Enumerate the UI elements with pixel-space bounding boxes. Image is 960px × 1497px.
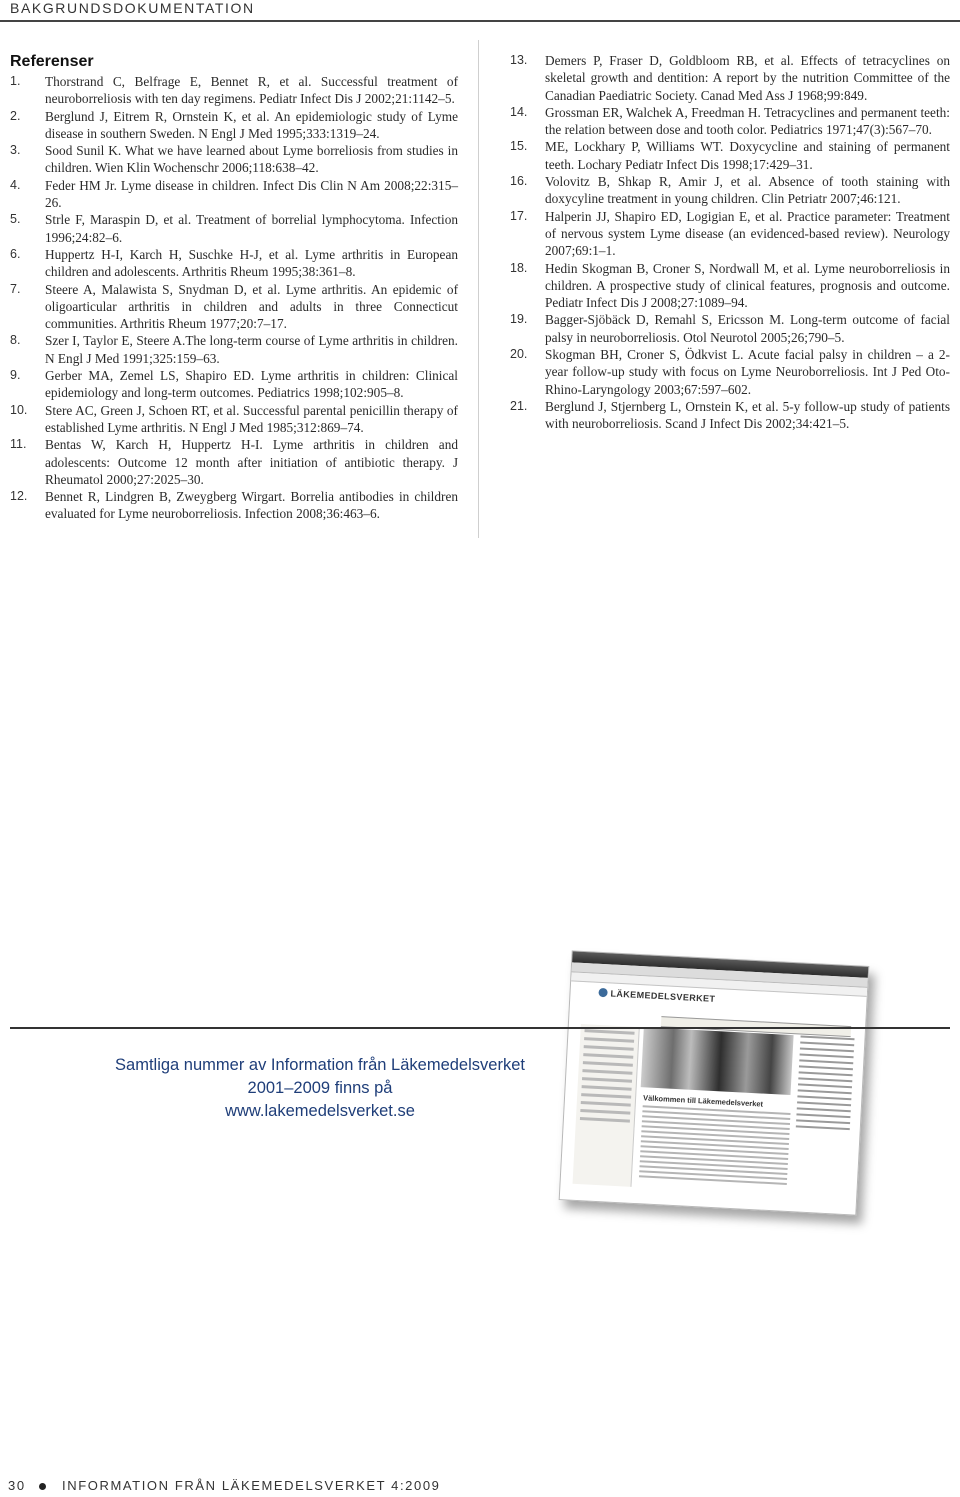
reference-number: 6. bbox=[10, 246, 21, 261]
reference-text: Berglund J, Stjernberg L, Ornstein K, et al. 5-y follow-up study of patients with neuroborreliosis. Scand J Infect Dis 2002;34:421–5. bbox=[545, 398, 950, 432]
reference-number: 12. bbox=[10, 489, 28, 504]
promo-url[interactable]: www.lakemedelsverket.se bbox=[225, 1102, 415, 1120]
reference-text: Halperin JJ, Shapiro ED, Logigian E, et al. Practice parameter: Treatment of nervous system Lyme disease (an evidenced-based review). Neurology 2007;69:1–1. bbox=[545, 208, 950, 259]
reference-text: Szer I, Taylor E, Steere A.The long-term course of Lyme arthritis in children. N Engl J Med 1991;325:159–63. bbox=[45, 333, 458, 366]
reference-number: 16. bbox=[510, 174, 528, 189]
reference-number: 2. bbox=[10, 108, 21, 123]
reference-number: 7. bbox=[10, 281, 21, 296]
reference-item bbox=[10, 211, 458, 246]
reference-text: Bennet R, Lindgren B, Zweygberg Wirgart. Borrelia antibodies in children evaluated for Lyme neuroborreliosis. Infection 2008;36:463–6. bbox=[45, 489, 458, 522]
screenshot-body-text bbox=[639, 1105, 791, 1188]
reference-number: 4. bbox=[10, 177, 21, 192]
reference-number: 17. bbox=[510, 208, 528, 223]
bullet-dot-icon bbox=[39, 1483, 46, 1490]
reference-item bbox=[10, 108, 458, 143]
column-divider bbox=[478, 40, 479, 538]
reference-text: Sood Sunil K. What we have learned about Lyme borreliosis from studies in children. Wien Klin Wochenschr 2006;118:638–42. bbox=[45, 143, 458, 176]
reference-number: 19. bbox=[510, 312, 528, 327]
reference-item bbox=[10, 177, 458, 212]
reference-list-right bbox=[510, 52, 950, 433]
reference-item bbox=[10, 281, 458, 333]
reference-number: 14. bbox=[510, 104, 528, 119]
promo-line-2: 2001–2009 finns på bbox=[247, 1079, 393, 1097]
reference-item bbox=[10, 436, 458, 488]
reference-item bbox=[10, 246, 458, 281]
reference-number: 20. bbox=[510, 347, 528, 362]
reference-item bbox=[510, 260, 950, 312]
page-footer bbox=[0, 1478, 960, 1497]
reference-number: 11. bbox=[10, 437, 27, 452]
reference-number: 10. bbox=[10, 402, 28, 417]
reference-number: 1. bbox=[10, 74, 21, 88]
reference-item bbox=[510, 173, 950, 208]
reference-number: 3. bbox=[10, 143, 21, 158]
logo-icon bbox=[598, 988, 607, 997]
reference-number: 21. bbox=[510, 398, 528, 413]
reference-item bbox=[510, 346, 950, 398]
promo-rule bbox=[10, 1027, 950, 1029]
reference-list-left bbox=[10, 73, 458, 523]
reference-item bbox=[10, 402, 458, 437]
reference-item bbox=[510, 104, 950, 139]
header-rule bbox=[0, 20, 960, 22]
reference-item bbox=[510, 208, 950, 260]
screenshot-logo: LÄKEMEDELSVERKET bbox=[610, 988, 716, 1004]
references-left-column bbox=[10, 40, 458, 523]
reference-text: Bentas W, Karch H, Huppertz H-I. Lyme arthritis in children and adolescents: Outcome 12 month after initiation of antibiotic therapy. J Rheumatol 2000;27:2025–30. bbox=[45, 437, 458, 487]
reference-item bbox=[510, 398, 950, 433]
reference-text: Strle F, Maraspin D, et al. Treatment of borrelial lymphocytoma. Infection 1996;24:82–6. bbox=[45, 212, 458, 245]
reference-number: 5. bbox=[10, 212, 21, 227]
reference-text: ME, Lockhary P, Williams WT. Doxycycline and staining of permanent teeth. Lochary Pediatr Infect Dis 1998;17:429–31. bbox=[545, 139, 950, 172]
screenshot-staff-photo bbox=[641, 1027, 794, 1095]
promo-line-1: Samtliga nummer av Information från Läkemedelsverket bbox=[115, 1056, 525, 1074]
reference-text: Steere A, Malawista S, Snydman D, et al. Lyme arthritis. An epidemic of oligoarticular arthritis in children and adults in three Connecticut communities. Arthritis Rheum 1977;20:7–17. bbox=[45, 281, 458, 332]
reference-text: Bagger-Sjöbäck D, Remahl S, Ericsson M. Long-term outcome of facial palsy in neuroborreliosis. Otol Neurotol 2005;26;790–5. bbox=[545, 312, 950, 345]
references-right-column bbox=[510, 52, 950, 433]
reference-text: Grossman ER, Walchek A, Freedman H. Tetracyclines and permanent teeth: the relation between dose and tooth color. Pediatrics 1971;47(3):567–70. bbox=[545, 104, 950, 138]
reference-text: Skogman BH, Croner S, Ödkvist L. Acute facial palsy in children – a 2-year follow-up study with focus on Lyme Neuroborreliosis. Int J Ped Oto-Rhino-Laryngology 2003;67:597–602. bbox=[545, 347, 950, 397]
screenshot-heading: Välkommen till Läkemedelsverket bbox=[642, 1093, 764, 1109]
reference-text: Gerber MA, Zemel LS, Shapiro ED. Lyme arthritis in children: Clinical epidemiology and long-term outcomes. Pediatrics 1998;102:905–8. bbox=[45, 368, 458, 401]
website-screenshot-image bbox=[559, 950, 870, 1215]
reference-item bbox=[10, 332, 458, 367]
reference-item bbox=[10, 142, 458, 177]
page-number: 30 bbox=[8, 1478, 26, 1493]
page-header bbox=[0, 0, 960, 16]
reference-text: Berglund J, Eitrem R, Ornstein K, et al. An epidemiologic study of Lyme disease in southern Sweden. N Engl J Med 1995;333:1319–24. bbox=[45, 108, 458, 141]
reference-item bbox=[510, 138, 950, 173]
reference-text: Demers P, Fraser D, Goldbloom RB, et al. Effects of tetracyclines on skeletal growth and dentition: A report by the nutrition Committee of the Canadian Paediatric Society. Canad Med Ass J 1968;99:849. bbox=[545, 53, 950, 103]
reference-item bbox=[510, 52, 950, 104]
promo-text bbox=[100, 1054, 540, 1123]
reference-text: Volovitz B, Shkap R, Amir J, et al. Absence of tooth staining with doxycyline treatment in young children. Clin Petriatr 2007;46:121. bbox=[545, 174, 950, 207]
reference-item bbox=[510, 311, 950, 346]
reference-item bbox=[10, 367, 458, 402]
screenshot-right-panel bbox=[796, 1035, 855, 1134]
reference-number: 8. bbox=[10, 333, 21, 348]
screenshot-sidebar bbox=[573, 1024, 640, 1187]
reference-number: 18. bbox=[510, 260, 528, 275]
reference-item bbox=[10, 73, 458, 108]
reference-text: Stere AC, Green J, Schoen RT, et al. Successful parental penicillin therapy of established Lyme arthritis. N Engl J Med 1985;312:869–74. bbox=[45, 402, 458, 435]
reference-text: Huppertz H-I, Karch H, Suschke H-J, et al. Lyme arthritis in European children and adolescents. Arthritis Rheum 1995;38:361–8. bbox=[45, 246, 458, 280]
reference-item bbox=[10, 488, 458, 523]
reference-text: Hedin Skogman B, Croner S, Nordwall M, et al. Lyme neuroborreliosis in children. A prospective study of clinical features, prognosis and outcome. Pediatr Infect Dis J 2008;27:1089–94. bbox=[545, 260, 950, 311]
reference-text: Thorstrand C, Belfrage E, Bennet R, et al. Successful treatment of neuroborreliosis with ten day regimens. Pediatr Infect Dis J 2002;21:1142–5. bbox=[45, 74, 458, 107]
references-title: Referenser bbox=[10, 53, 94, 70]
reference-number: 15. bbox=[510, 139, 528, 154]
reference-number: 13. bbox=[510, 53, 528, 67]
reference-number: 9. bbox=[10, 368, 21, 383]
section-label: BAKGRUNDSDOKUMENTATION bbox=[10, 0, 255, 16]
reference-text: Feder HM Jr. Lyme disease in children. Infect Dis Clin N Am 2008;22:315–26. bbox=[45, 177, 458, 211]
publication-name: INFORMATION FRÅN LÄKEMEDELSVERKET 4:2009 bbox=[62, 1478, 441, 1493]
